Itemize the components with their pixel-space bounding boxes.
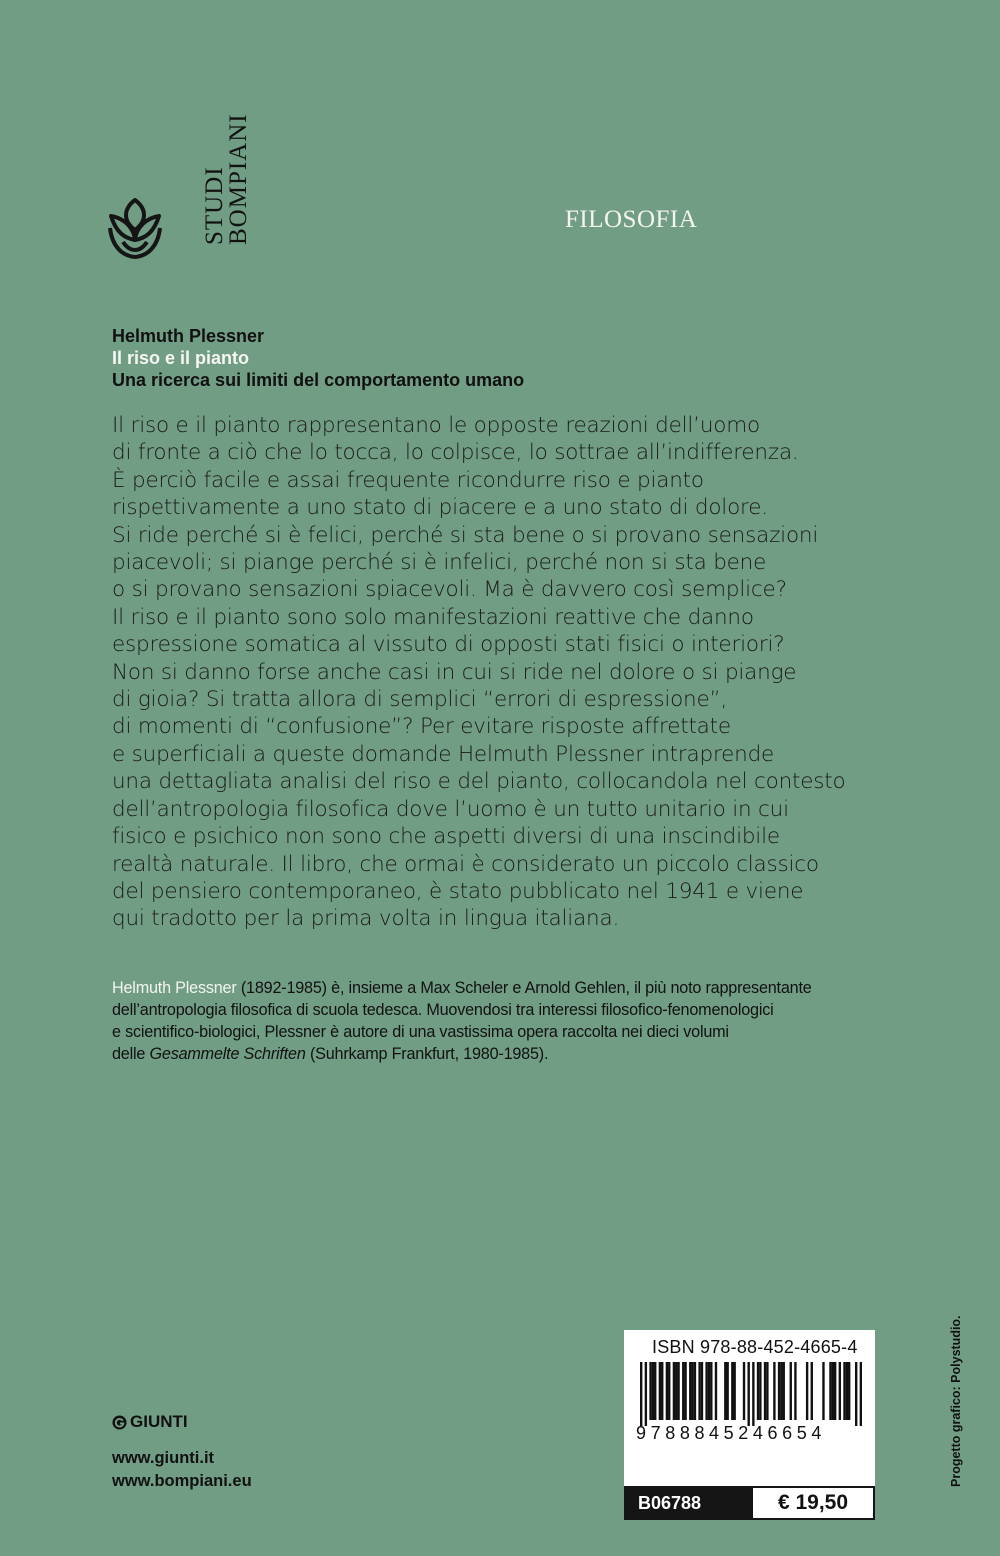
barcode-bar	[705, 1362, 707, 1420]
blurb-text	[112, 412, 892, 933]
blurb-line: espressione somatica al vissuto di opposti stati fisici o interiori?	[112, 632, 785, 658]
barcode-bar	[684, 1362, 686, 1420]
barcode-bar	[860, 1362, 862, 1426]
publisher-url-bompiani[interactable]: www.bompiani.eu	[112, 1472, 252, 1490]
barcode-bar	[766, 1362, 768, 1420]
barcode-panel	[624, 1330, 875, 1486]
giunti-g-icon	[112, 1415, 127, 1430]
blurb-line: qui tradotto per la prima volta in lingua italiana.	[112, 906, 620, 932]
bio-text: delle	[112, 1045, 150, 1063]
barcode-bar	[673, 1362, 675, 1420]
barcode-bar	[806, 1362, 808, 1420]
barcode-bar	[691, 1362, 693, 1420]
book-title: Il riso e il pianto	[112, 348, 250, 368]
barcode-bar	[675, 1362, 677, 1420]
blurb-line: di momenti di “confusione”? Per evitare risposte affrettate	[112, 714, 731, 740]
blurb-line: Non si danno forse anche casi in cui si ride nel dolore o si piange	[112, 659, 797, 685]
barcode-bar	[743, 1362, 745, 1420]
bio-line: dell’antropologia filosofica di scuola tedesca. Muovendosi tra interessi filosofico-fenomenologici	[112, 1001, 774, 1019]
blurb-line: o si provano sensazioni spiacevoli. Ma è davvero così semplice?	[112, 577, 787, 603]
barcode-bar	[843, 1362, 845, 1420]
logo-line-studi: STUDI	[201, 166, 228, 245]
book-subtitle: Una ricerca sui limiti del comportamento umano	[112, 370, 525, 390]
author-bio	[112, 977, 892, 1065]
blurb-line: dell’antropologia filosofica dove l’uomo è un tutto unitario in cui	[112, 796, 789, 822]
product-code: B06788	[624, 1486, 751, 1520]
barcode-bar	[698, 1362, 700, 1420]
bio-work-title: Gesammelte Schriften	[149, 1045, 306, 1063]
blurb-line: realtà naturale. Il libro, che ormai è considerato un piccolo classico	[112, 851, 819, 877]
barcode-bar	[848, 1362, 850, 1420]
barcode-bar	[726, 1362, 728, 1420]
barcode-bar	[708, 1362, 710, 1420]
barcode-digits: 9788845246654	[636, 1423, 826, 1443]
bompiani-logo-icon	[106, 196, 164, 260]
barcode-bar	[682, 1362, 684, 1420]
barcode-bar	[780, 1362, 782, 1420]
bio-line	[112, 977, 892, 999]
barcode-bar	[649, 1362, 651, 1420]
barcode-bar	[694, 1362, 696, 1420]
barcode-bar	[733, 1362, 735, 1420]
blurb-line: È perciò facile e assai frequente ricondurre riso e pianto	[112, 467, 704, 493]
barcode-bar	[715, 1362, 717, 1420]
book-header	[112, 325, 524, 391]
barcode-bar	[668, 1362, 670, 1420]
barcode-bar	[811, 1362, 813, 1420]
bio-author-name: Helmuth Plessner	[112, 979, 237, 997]
logo-line-bompiani: BOMPIANI	[225, 113, 252, 245]
author-name: Helmuth Plessner	[112, 326, 265, 346]
barcode-bar	[778, 1362, 780, 1420]
barcode-bar	[783, 1362, 785, 1420]
barcode-bar	[790, 1362, 792, 1420]
barcode-bar	[822, 1362, 824, 1420]
blurb-line: di fronte a ciò che lo tocca, lo colpisce, lo sottrae all’indifferenza.	[112, 440, 799, 466]
barcode-bar	[652, 1362, 654, 1420]
barcode-bar	[794, 1362, 796, 1420]
blurb-line: Si ride perché si è felici, perché si sta bene o si provano sensazioni	[112, 522, 819, 548]
barcode-bars	[640, 1362, 862, 1426]
barcode-bar	[757, 1362, 759, 1420]
barcode-bar	[731, 1362, 733, 1420]
bio-line	[112, 1043, 892, 1065]
barcode-bar	[855, 1362, 857, 1426]
barcode-bar	[773, 1362, 775, 1420]
publisher-logo	[112, 1412, 188, 1432]
blurb-line: del pensiero contemporaneo, è stato pubblicato nel 1941 e viene	[112, 878, 804, 904]
bio-text: (Suhrkamp Frankfurt, 1980-1985).	[305, 1045, 549, 1063]
barcode-bar	[645, 1362, 647, 1426]
bio-text: (1892-1985) è, insieme a Max Scheler e Arnold Gehlen, il più noto rappresentante	[236, 979, 812, 997]
barcode-bar	[764, 1362, 766, 1420]
barcode-bar	[834, 1362, 836, 1420]
barcode-bar	[846, 1362, 848, 1420]
barcode-bar	[659, 1362, 661, 1420]
blurb-line: una dettagliata analisi del riso e del pianto, collocandola nel contesto	[112, 769, 846, 795]
blurb-line: piacevoli; si piange perché si è infelici, perché non si sta bene	[112, 550, 767, 576]
barcode-bar	[759, 1362, 761, 1420]
blurb-line: Il riso e il pianto rappresentano le opposte reazioni dell’uomo	[112, 413, 760, 438]
blurb-line: di gioia? Si tratta allora di semplici “errori di espressione”,	[112, 687, 728, 713]
series-label: FILOSOFIA	[565, 206, 698, 233]
barcode-bar	[710, 1362, 712, 1420]
isbn-label: ISBN 978-88-452-4665-4	[652, 1337, 858, 1357]
blurb-line: rispettivamente a uno stato di piacere e a uno stato di dolore.	[112, 495, 768, 521]
publisher-name: GIUNTI	[130, 1412, 188, 1431]
barcode-bar	[752, 1362, 754, 1426]
barcode-bar	[666, 1362, 668, 1420]
barcode-bar	[661, 1362, 663, 1420]
logo-wordmark	[203, 113, 251, 245]
barcode-bar	[724, 1362, 726, 1420]
blurb-line: Il riso e il pianto sono solo manifestazioni reattive che danno	[112, 604, 754, 630]
price-tag: € 19,50	[751, 1486, 875, 1520]
barcode-bar	[832, 1362, 834, 1420]
barcode-bar	[654, 1362, 656, 1420]
barcode-bar	[839, 1362, 841, 1420]
barcode-bar	[829, 1362, 831, 1420]
design-credit: Progetto grafico: Polystudio.	[949, 1315, 963, 1487]
barcode-bar	[747, 1362, 749, 1426]
barcode-bar	[640, 1362, 642, 1426]
blurb-line: fisico e psichico non sono che aspetti diversi di una inscindibile	[112, 824, 780, 850]
bio-line: e scientifico-biologici, Plessner è autore di una vastissima opera raccolta nei dieci volumi	[112, 1023, 729, 1041]
publisher-url-giunti[interactable]: www.giunti.it	[112, 1449, 215, 1467]
blurb-line: e superficiali a queste domande Helmuth Plessner intraprende	[112, 741, 775, 767]
barcode-bar	[689, 1362, 691, 1420]
barcode-bar	[701, 1362, 703, 1420]
barcode-bar	[677, 1362, 679, 1420]
